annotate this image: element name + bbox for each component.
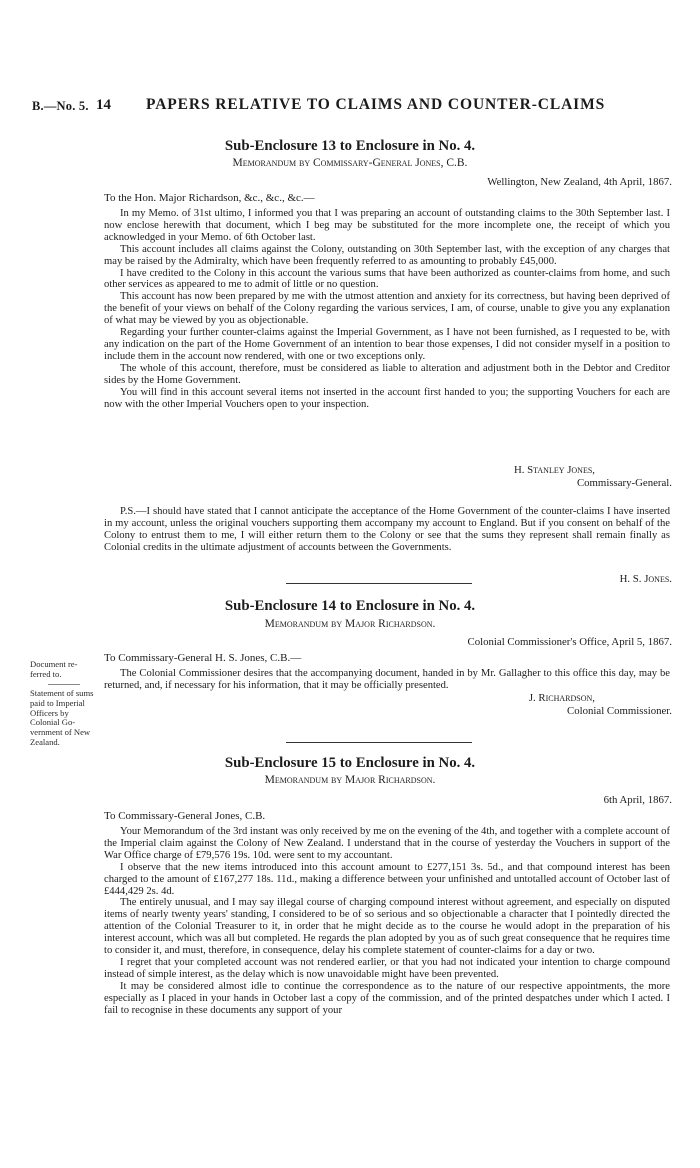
- section-13-heading: Sub-Enclosure 13 to Enclosure in No. 4.: [224, 138, 476, 154]
- body-paragraph: I observe that the new items introduced into this account amount to £277,151 3s. 5d., and that compound interest has been charged to the amount of £167,277 18s. 11d., making a difference between your unfinished and untotalled account of October last of £444,429 2s. 4d.: [104, 861, 670, 897]
- postscript: [104, 506, 670, 554]
- running-title: PAPERS RELATIVE TO CLAIMS AND COUNTER-CLAIMS: [146, 96, 606, 113]
- paper-reference: B.—No. 5.: [32, 99, 89, 113]
- body-paragraph: This account includes all claims against the Colony, outstanding on 30th September last, with the exception of any charges that may be raised by the Admiralty, which have been frequently referred to as amounting to probably £45,000.: [104, 243, 670, 267]
- body-paragraph: Your Memorandum of the 3rd instant was only received by me on the evening of the 4th, and together with a complete account of the Imperial claim against the Colony of New Zealand. I understand that in the course of yesterday the Vouchers in support of the War Office charge of £79,576 19s. 10d. were sent to my accountant.: [104, 826, 670, 861]
- section-14-addressee: To Commissary-General H. S. Jones, C.B.—: [104, 652, 302, 664]
- margin-note-statement: [30, 689, 96, 748]
- section-14-memo-line: Memorandum by Major Richardson.: [264, 618, 436, 630]
- body-paragraph: I have credited to the Colony in this account the various sums that have been authorized as counter-claims from home, and such other services as appeared to me to admit of little or no question.: [104, 267, 670, 291]
- section-15-heading: Sub-Enclosure 15 to Enclosure in No. 4.: [224, 755, 476, 771]
- body-paragraph: This account has now been prepared by me with the utmost attention and anxiety for its correctness, but having been deprived of the benefit of your views on behalf of the Colony regarding the various services, I am, of course, unable to give you any explanation of what may be viewed by you as objectionable.: [104, 291, 670, 327]
- body-paragraph: I regret that your completed account was not rendered earlier, or that you had not indicated your intention to charge compound instead of simple interest, as the delay which is now unavoidable might have been prevented.: [104, 956, 670, 980]
- section-13-memo-line: Memorandum by Commissary-General Jones, C.B.: [232, 157, 468, 169]
- postscript-signature: H. S. Jones.: [619, 573, 672, 585]
- section-15-memo-line: Memorandum by Major Richardson.: [264, 774, 436, 786]
- running-header: [0, 96, 700, 120]
- body-paragraph: It may be considered almost idle to continue the correspondence as to the nature of our respective appointments, the more especially as I placed in your hands in October last a copy of the commission, and of the printed despatches under which I acted. I fail to recognise in these documents any support of your: [104, 980, 670, 1016]
- section-13-body: [104, 208, 670, 410]
- postscript-text: P.S.—I should have stated that I cannot anticipate the acceptance of the Home Government of the counter-claims I have inserted in my account, unless the original vouchers supporting them accompany my account to England. But if you consent on behalf of the Colony to entrust them to me, I will either return them to the Colony or see that the sums they represent shall remain finally as Colonial credits in the ultimate adjustment of accounts between the Governments.: [104, 506, 670, 553]
- margin-note-document: [30, 660, 96, 680]
- margin-note: Document re-ferred to.: [30, 659, 78, 679]
- body-paragraph: The whole of this account, therefore, must be considered as liable to alteration and adjustment both in the Debtor and Creditor sides by the Home Government.: [104, 362, 670, 386]
- body-paragraph: Regarding your further counter-claims against the Imperial Government, as I have not been furnished, as I requested to be, with any indication on the part of the Home Government of an intention to bear those expenses, I did not consider myself in a position to include them in the account now rendered, with one or two exceptions only.: [104, 327, 670, 362]
- page-number: 14: [96, 97, 111, 113]
- signature-title: Commissary-General.: [576, 477, 672, 489]
- section-14-heading: Sub-Enclosure 14 to Enclosure in No. 4.: [224, 598, 476, 614]
- body-paragraph: In my Memo. of 31st ultimo, I informed you that I was preparing an account of outstanding claims to the 30th September last. I now enclose herewith that document, which I beg may be substituted for the more incomplete one, the receipt of which you acknowledged in your Memo. of 6th October last.: [104, 208, 670, 243]
- margin-note: Statement of sums paid to Imperial Officers by Colonial Go-vernment of New Zealand.: [30, 688, 94, 747]
- section-divider: [286, 742, 472, 743]
- section-13-addressee: To the Hon. Major Richardson, &c., &c., &c.—: [104, 192, 315, 204]
- body-paragraph: The Colonial Commissioner desires that the accompanying document, handed in by Mr. Gallagher to this office this day, may be returned, and, if necessary for his information, that it may be officially presented.: [104, 668, 670, 691]
- body-paragraph: You will find in this account several items not inserted in the account first handed to you; the supporting Vouchers for each are now with the other Imperial Vouchers open to your inspection.: [104, 386, 670, 410]
- section-15-date: 6th April, 1867.: [603, 794, 672, 806]
- section-14-place-date: Colonial Commissioner's Office, April 5, 1867.: [467, 636, 672, 648]
- margin-divider: [48, 684, 80, 685]
- section-14-body: [104, 668, 670, 692]
- signature-title: Colonial Commissioner.: [567, 705, 672, 717]
- section-divider: [286, 583, 472, 584]
- signature-name: J. Richardson,: [528, 692, 595, 704]
- section-15-addressee: To Commissary-General Jones, C.B.: [104, 810, 266, 822]
- body-paragraph: The entirely unusual, and I may say illegal course of charging compound interest without agreement, and especially on disputed items of nearly twenty years' standing, I considered to be of so serious and so objectionable a character that I pointedly directed the attention of the Colonial Treasurer to it, in order that he might decide as to the course he would adopt in the preparation of his interest account, which was all but completed. He regards the plan adopted by you as of such great consequence that he requires time to consider it, and must, therefore, in consequence, delay his complete statement of counter-claims for a day or two.: [104, 897, 670, 957]
- section-15-body: [104, 826, 670, 1017]
- signature-name: H. Stanley Jones,: [513, 464, 595, 476]
- section-13-place-date: Wellington, New Zealand, 4th April, 1867.: [487, 176, 672, 188]
